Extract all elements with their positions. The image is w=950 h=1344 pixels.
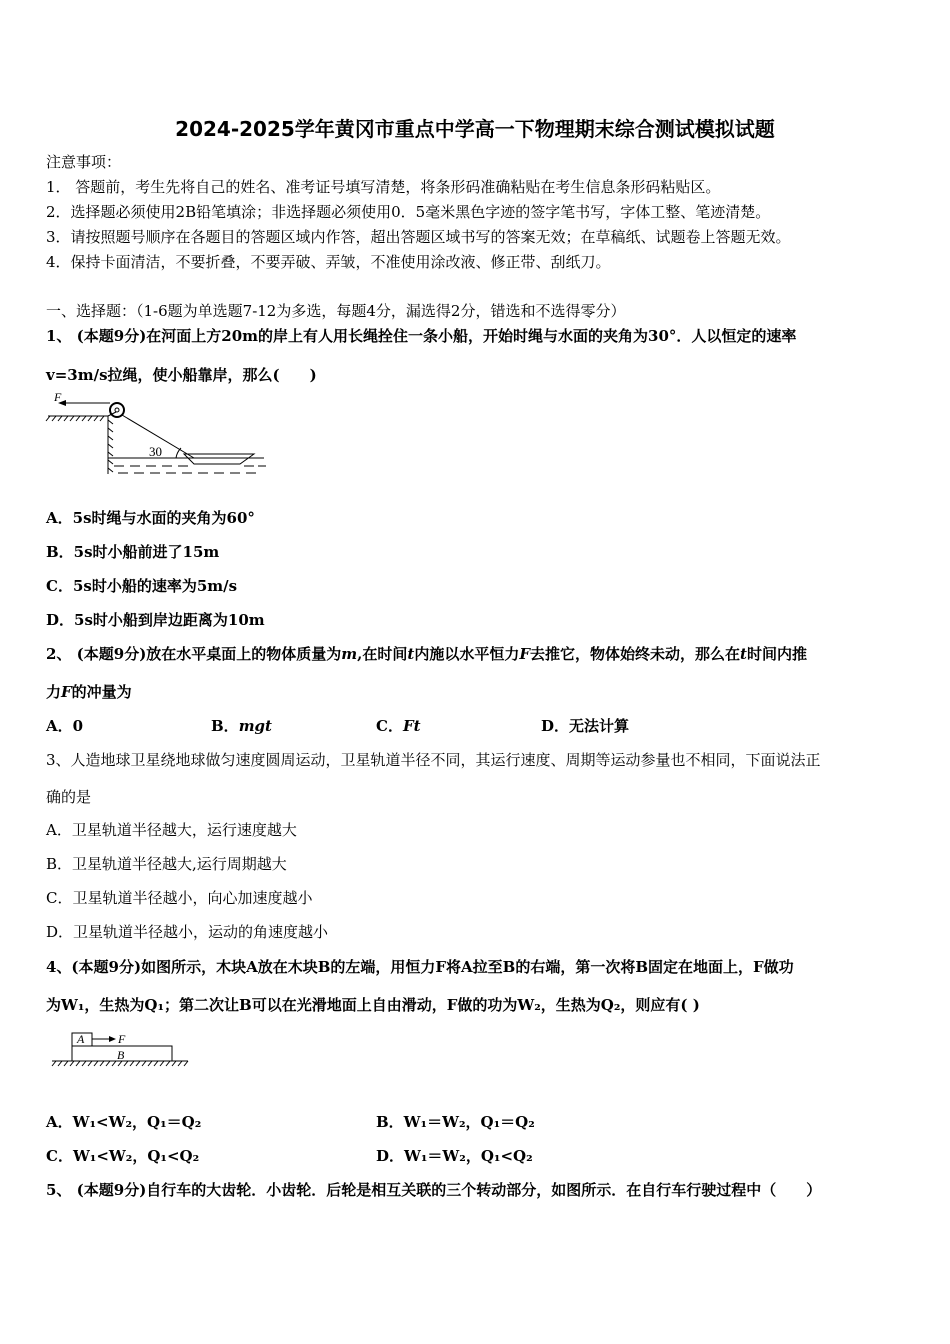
notice-item: 4．保持卡面清洁，不要折叠，不要弄破、弄皱，不准使用涂改液、修正带、刮纸刀。 <box>46 253 611 271</box>
q5-stem-line1: 5、 (本题9分)自行车的大齿轮．小齿轮．后轮是相互关联的三个转动部分，如图所示．在自行车行驶过程中（ ） <box>46 1181 822 1199</box>
q3-option-c: C．卫星轨道半径越小，向心加速度越小 <box>46 889 313 907</box>
q1-stem-line1: 1、 (本题9分)在河面上方20m的岸上有人用长绳拴住一条小船，开始时绳与水面的夹角为30°．人以恒定的速率 <box>46 327 797 345</box>
notice-item: 3．请按照题号顺序在各题目的答题区域内作答，超出答题区域书写的答案无效；在草稿纸、试题卷上答题无效。 <box>46 228 791 246</box>
q4-option-b: B．W₁＝W₂，Q₁＝Q₂ <box>376 1113 535 1131</box>
q4-figure-label-f: F <box>118 1032 126 1046</box>
q4-block-figure <box>48 1028 193 1072</box>
q1-option-c: C．5s时小船的速率为5m/s <box>46 577 238 595</box>
q2-option-a: A．0 <box>46 717 84 735</box>
page-title: 2024-2025学年黄冈市重点中学高一下物理期末综合测试模拟试题 <box>175 117 775 141</box>
q1-option-a: A．5s时绳与水面的夹角为60° <box>46 509 255 527</box>
notice-item: 1． 答题前，考生先将自己的姓名、准考证号填写清楚，将条形码准确粘贴在考生信息条形码粘贴区。 <box>46 178 721 196</box>
q2-option-d: D．无法计算 <box>541 717 630 735</box>
q1-stem-line2: v=3m/s拉绳，使小船靠岸，那么( ) <box>46 366 317 384</box>
q1-option-d: D．5s时小船到岸边距离为10m <box>46 611 265 629</box>
q3-option-b: B．卫星轨道半径越大,运行周期越大 <box>46 855 287 873</box>
q3-stem-line2: 确的是 <box>46 788 92 806</box>
q4-figure-label-b: B <box>117 1048 125 1062</box>
q1-option-b: B．5s时小船前进了15m <box>46 543 220 561</box>
q2-option-c: C．Ft <box>376 717 421 735</box>
q3-option-d: D．卫星轨道半径越小，运动的角速度越小 <box>46 923 329 941</box>
q2-stem-line2: 力F的冲量为 <box>46 683 132 701</box>
section-heading: 一、选择题：（1-6题为单选题7-12为多选，每题4分，漏选得2分，错选和不选得零分） <box>46 302 626 320</box>
q4-option-d: D．W₁＝W₂，Q₁<Q₂ <box>376 1147 533 1165</box>
q3-stem-line1: 3、人造地球卫星绕地球做匀速度圆周运动，卫星轨道半径不同，其运行速度、周期等运动参量也不相同，下面说法正 <box>46 751 821 769</box>
q4-stem-line1: 4、(本题9分)如图所示，木块A放在木块B的左端，用恒力F将A拉至B的右端，第一次将B固定在地面上，F做功 <box>46 958 794 976</box>
q1-figure-force-label: F <box>54 390 62 404</box>
notice-heading: 注意事项： <box>46 153 122 171</box>
q4-figure-label-a: A <box>77 1032 85 1046</box>
notice-item: 2．选择题必须使用2B铅笔填涂；非选择题必须使用0．5毫米黑色字迹的签字笔书写，字体工整、笔迹清楚。 <box>46 203 771 221</box>
q3-option-a: A．卫星轨道半径越大，运行速度越大 <box>46 821 297 839</box>
q2-stem-line1: 2、 (本题9分)放在水平桌面上的物体质量为m,在时间t内施以水平恒力F去推它，物体始终未动，那么在t时间内推 <box>46 645 807 663</box>
q1-figure-angle-label: 30 <box>149 444 162 459</box>
q1-boat-figure <box>44 390 274 485</box>
q2-option-b: B．mgt <box>211 717 272 735</box>
q4-stem-line2: 为W₁，生热为Q₁；第二次让B可以在光滑地面上自由滑动，F做的功为W₂，生热为Q₂，则应有( ) <box>46 996 700 1014</box>
q4-option-a: A．W₁<W₂，Q₁＝Q₂ <box>46 1113 202 1131</box>
q4-option-c: C．W₁<W₂，Q₁<Q₂ <box>46 1147 200 1165</box>
